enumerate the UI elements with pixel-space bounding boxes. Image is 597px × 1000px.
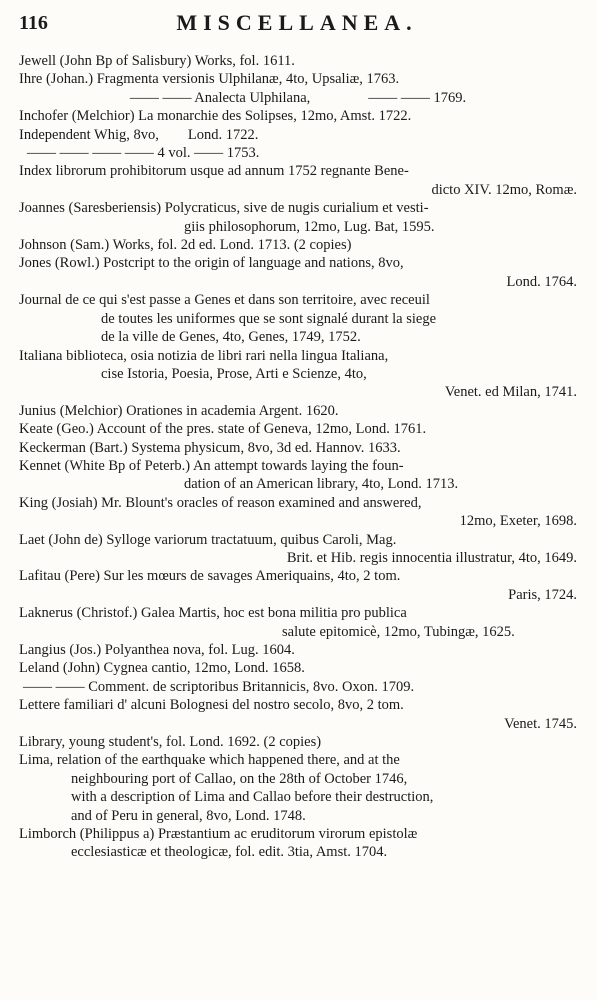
entry-line: —— —— —— —— 4 vol. —— 1753. [27, 145, 260, 162]
entry-line: Venet. 1745. [504, 715, 577, 732]
entry-line: Johnson (Sam.) Works, fol. 2d ed. Lond. 1713. (2 copies) [19, 237, 352, 254]
catalogue-entry [19, 733, 577, 751]
entry-line: Library, young student's, fol. Lond. 1692. (2 copies) [19, 734, 322, 751]
catalogue-list [19, 52, 577, 862]
entry-line: salute epitomicè, 12mo, Tubingæ, 1625. [282, 623, 515, 640]
entry-line: de toutes les uniformes que se sont signalé durant la siege [101, 310, 437, 327]
catalogue-entry [19, 199, 577, 236]
entry-line: Langius (Jos.) Polyanthea nova, fol. Lug. 1604. [19, 642, 295, 658]
catalogue-entry [19, 751, 577, 825]
catalogue-entry [19, 236, 577, 254]
entry-line: Lafitau (Pere) Sur les mœurs de savages Ameriquains, 4to, 2 tom. [19, 568, 401, 585]
entry-line: dation of an American library, 4to, Lond. 1713. [184, 476, 459, 493]
catalogue-entry [19, 457, 577, 494]
entry-line: Jewell (John Bp of Salisbury) Works, fol. 1611. [19, 53, 295, 69]
entry-line: King (Josiah) Mr. Blount's oracles of reason examined and answered, [19, 494, 422, 511]
entry-line: Journal de ce qui s'est passe a Genes et dans son territoire, avec receuil [19, 292, 430, 309]
entry-line: Jones (Rowl.) Postcript to the origin of language and nations, 8vo, [19, 255, 404, 272]
entry-line: Paris, 1724. [508, 586, 577, 603]
entry-line: Limborch (Philippus a) Præstantium ac eruditorum virorum epistolæ [19, 826, 418, 843]
entry-line: Venet. ed Milan, 1741. [444, 384, 577, 401]
catalogue-entry [19, 604, 577, 641]
entry-line: dicto XIV. 12mo, Romæ. [431, 181, 577, 198]
entry-line: Index librorum prohibitorum usque ad annum 1752 regnante Bene- [19, 163, 409, 180]
entry-line: —— —— Analecta Ulphilana, —— —— 1769. [129, 89, 467, 106]
entry-line: giis philosophorum, 12mo, Lug. Bat, 1595. [184, 218, 435, 235]
entry-line: de la ville de Genes, 4to, Genes, 1749, 1752. [101, 329, 361, 346]
entry-line: Junius (Melchior) Orationes in academia Argent. 1620. [19, 402, 339, 419]
catalogue-entry [19, 89, 577, 107]
entry-line: and of Peru in general, 8vo, Lond. 1748. [71, 807, 306, 824]
entry-line: Lettere familiari d' alcuni Bolognesi del nostro secolo, 8vo, 2 tom. [19, 697, 404, 714]
catalogue-entry [19, 494, 577, 531]
catalogue-entry [19, 439, 577, 457]
catalogue-entry [19, 52, 577, 70]
entry-line: 12mo, Exeter, 1698. [459, 513, 577, 530]
entry-line: Lima, relation of the earthquake which happened there, and at the [19, 752, 400, 769]
catalogue-entry [19, 144, 577, 162]
entry-line: Italiana biblioteca, osia notizia de libri rari nella lingua Italiana, [19, 347, 389, 364]
running-header [19, 10, 575, 40]
catalogue-entry [19, 254, 577, 291]
catalogue-entry [19, 70, 577, 88]
entry-line: Brit. et Hib. regis innocentia illustratur, 4to, 1649. [286, 549, 577, 566]
entry-line: Independent Whig, 8vo, Lond. 1722. [19, 126, 259, 143]
catalogue-entry [19, 126, 577, 144]
entry-line: Inchofer (Melchior) La monarchie des Solipses, 12mo, Amst. 1722. [19, 108, 412, 125]
entry-line: neighbouring port of Callao, on the 28th of October 1746, [71, 770, 408, 787]
page-number: 116 [19, 12, 48, 34]
catalogue-entry [19, 402, 577, 420]
running-title: MISCELLANEA. [176, 10, 418, 35]
catalogue-entry [19, 347, 577, 402]
entry-line: Ihre (Johan.) Fragmenta versionis Ulphilanæ, 4to, Upsaliæ, 1763. [19, 71, 400, 88]
catalogue-entry [19, 567, 577, 604]
catalogue-entry [19, 531, 577, 568]
catalogue-entry [19, 678, 577, 696]
catalogue-entry [19, 659, 577, 677]
catalogue-entry [19, 825, 577, 862]
catalogue-entry [19, 696, 577, 733]
entry-line: Laet (John de) Sylloge variorum tractatuum, quibus Caroli, Mag. [19, 531, 397, 548]
entry-line: ecclesiasticæ et theologicæ, fol. edit. 3tia, Amst. 1704. [71, 844, 388, 861]
entry-line: cise Istoria, Poesia, Prose, Arti e Scienze, 4to, [101, 365, 367, 382]
catalogue-entry [19, 291, 577, 346]
entry-line: Kennet (White Bp of Peterb.) An attempt towards laying the foun- [19, 457, 404, 474]
entry-line: with a description of Lima and Callao before their destruction, [71, 789, 434, 806]
entry-line: Lond. 1764. [506, 273, 577, 290]
catalogue-entry [19, 641, 577, 659]
entry-line: Leland (John) Cygnea cantio, 12mo, Lond. 1658. [19, 660, 305, 677]
catalogue-entry [19, 162, 577, 199]
entry-line: Keate (Geo.) Account of the pres. state of Geneva, 12mo, Lond. 1761. [19, 421, 427, 438]
entry-line: Joannes (Saresberiensis) Polycraticus, sive de nugis curialium et vesti- [19, 200, 429, 217]
entry-line: —— —— Comment. de scriptoribus Britannicis, 8vo. Oxon. 1709. [23, 678, 415, 695]
entry-line: Laknerus (Christof.) Galea Martis, hoc est bona militia pro publica [19, 605, 407, 622]
entry-line: Keckerman (Bart.) Systema physicum, 8vo, 3d ed. Hannov. 1633. [19, 439, 401, 456]
catalogue-entry [19, 420, 577, 438]
catalogue-entry [19, 107, 577, 125]
